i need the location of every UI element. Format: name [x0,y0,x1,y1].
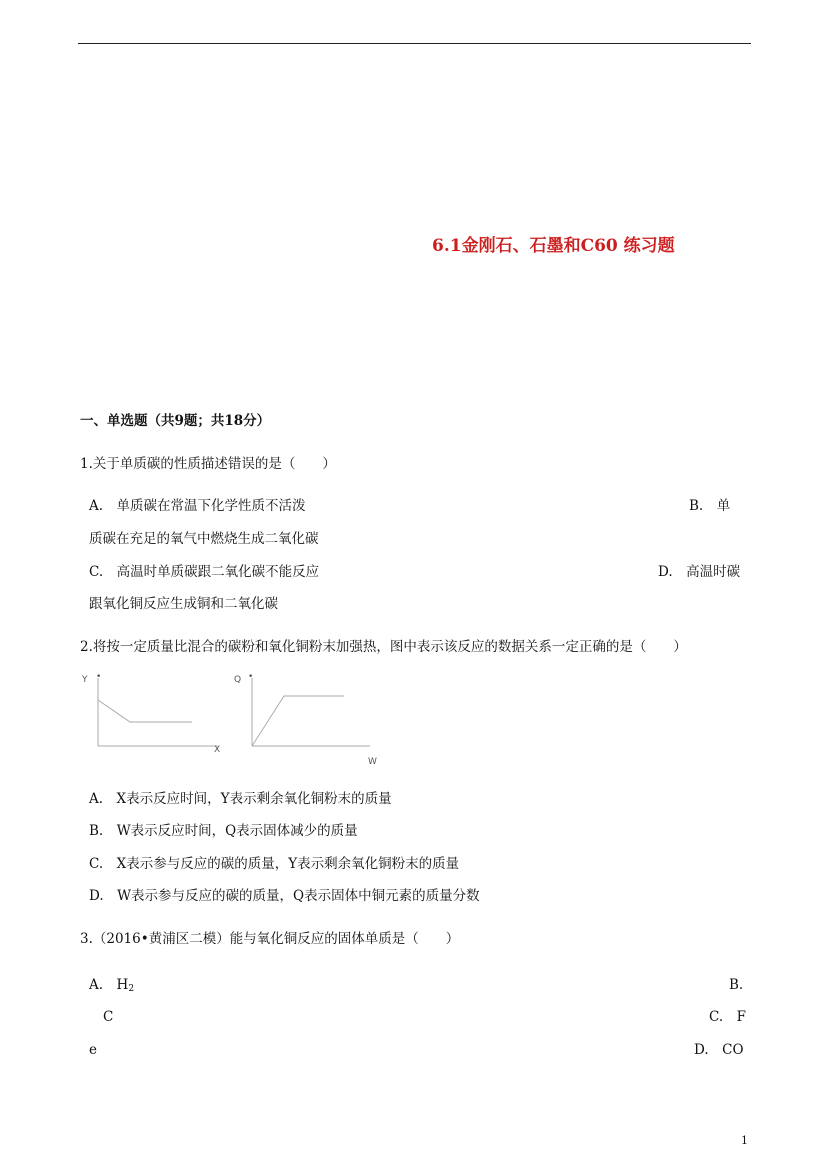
q1-option-a[interactable]: A. 单质碳在常温下化学性质不活泼 [89,498,306,514]
graph2-y-label: Q [234,675,242,685]
graph2-x-label: W [368,757,377,767]
page-number: 1 [741,1134,748,1147]
q1-option-d[interactable]: D. 高温时碳 [658,564,741,580]
q2-option-b[interactable]: B. W表示反应时间，Q表示固体减少的质量 [89,823,358,839]
graph1-x-label: X [214,745,221,752]
q1-option-d-cont: 跟氧化铜反应生成铜和二氧化碳 [89,596,278,612]
q2-option-d[interactable]: D. W表示参与反应的碳的质量，Q表示固体中铜元素的质量分数 [89,888,480,904]
q2-option-a[interactable]: A. X表示反应时间，Y表示剩余氧化铜粉末的质量 [89,791,392,807]
q1-option-b-cont: 质碳在充足的氧气中燃烧生成二氧化碳 [89,531,319,547]
q3-option-a-subscript: 2 [128,984,135,994]
section-heading: 一、单选题（共9题；共18分） [80,413,271,429]
q1-option-c[interactable]: C. 高温时单质碳跟二氧化碳不能反应 [89,564,320,580]
q3-option-d[interactable]: D. CO [694,1042,744,1058]
q2-graph-xy [80,670,230,752]
graph2-curve [252,696,344,746]
q1-stem: 1.关于单质碳的性质描述错误的是（ ） [80,456,336,472]
q3-option-b[interactable]: B. [729,977,744,993]
q3-option-a-label: A. H [89,977,129,993]
q3-option-a[interactable] [89,976,134,998]
graph1-y-arrow: • [96,672,102,682]
graph1-y-label: Y [82,675,88,685]
q3-stem: 3.（2016•黄浦区二模）能与氧化铜反应的固体单质是（ ） [80,931,460,947]
q1-option-b[interactable]: B. 单 [689,498,731,514]
graph2-y-arrow: • [248,672,254,682]
graph1-curve [98,700,192,722]
q3-option-c[interactable]: C. F [709,1009,747,1025]
q3-option-b-cont: C [103,1009,114,1025]
q3-option-c-cont: e [89,1042,97,1058]
page-title: 6.1金刚石、石墨和C60 练习题 [432,236,675,256]
q2-stem: 2.将按一定质量比混合的碳粉和氧化铜粉末加强热，图中表示该反应的数据关系一定正确的是（ ） [80,639,687,655]
q2-option-c[interactable]: C. X表示参与反应的碳的质量，Y表示剩余氧化铜粉末的质量 [89,856,460,872]
header-rule [78,43,751,44]
q2-graph-qw [232,670,382,770]
